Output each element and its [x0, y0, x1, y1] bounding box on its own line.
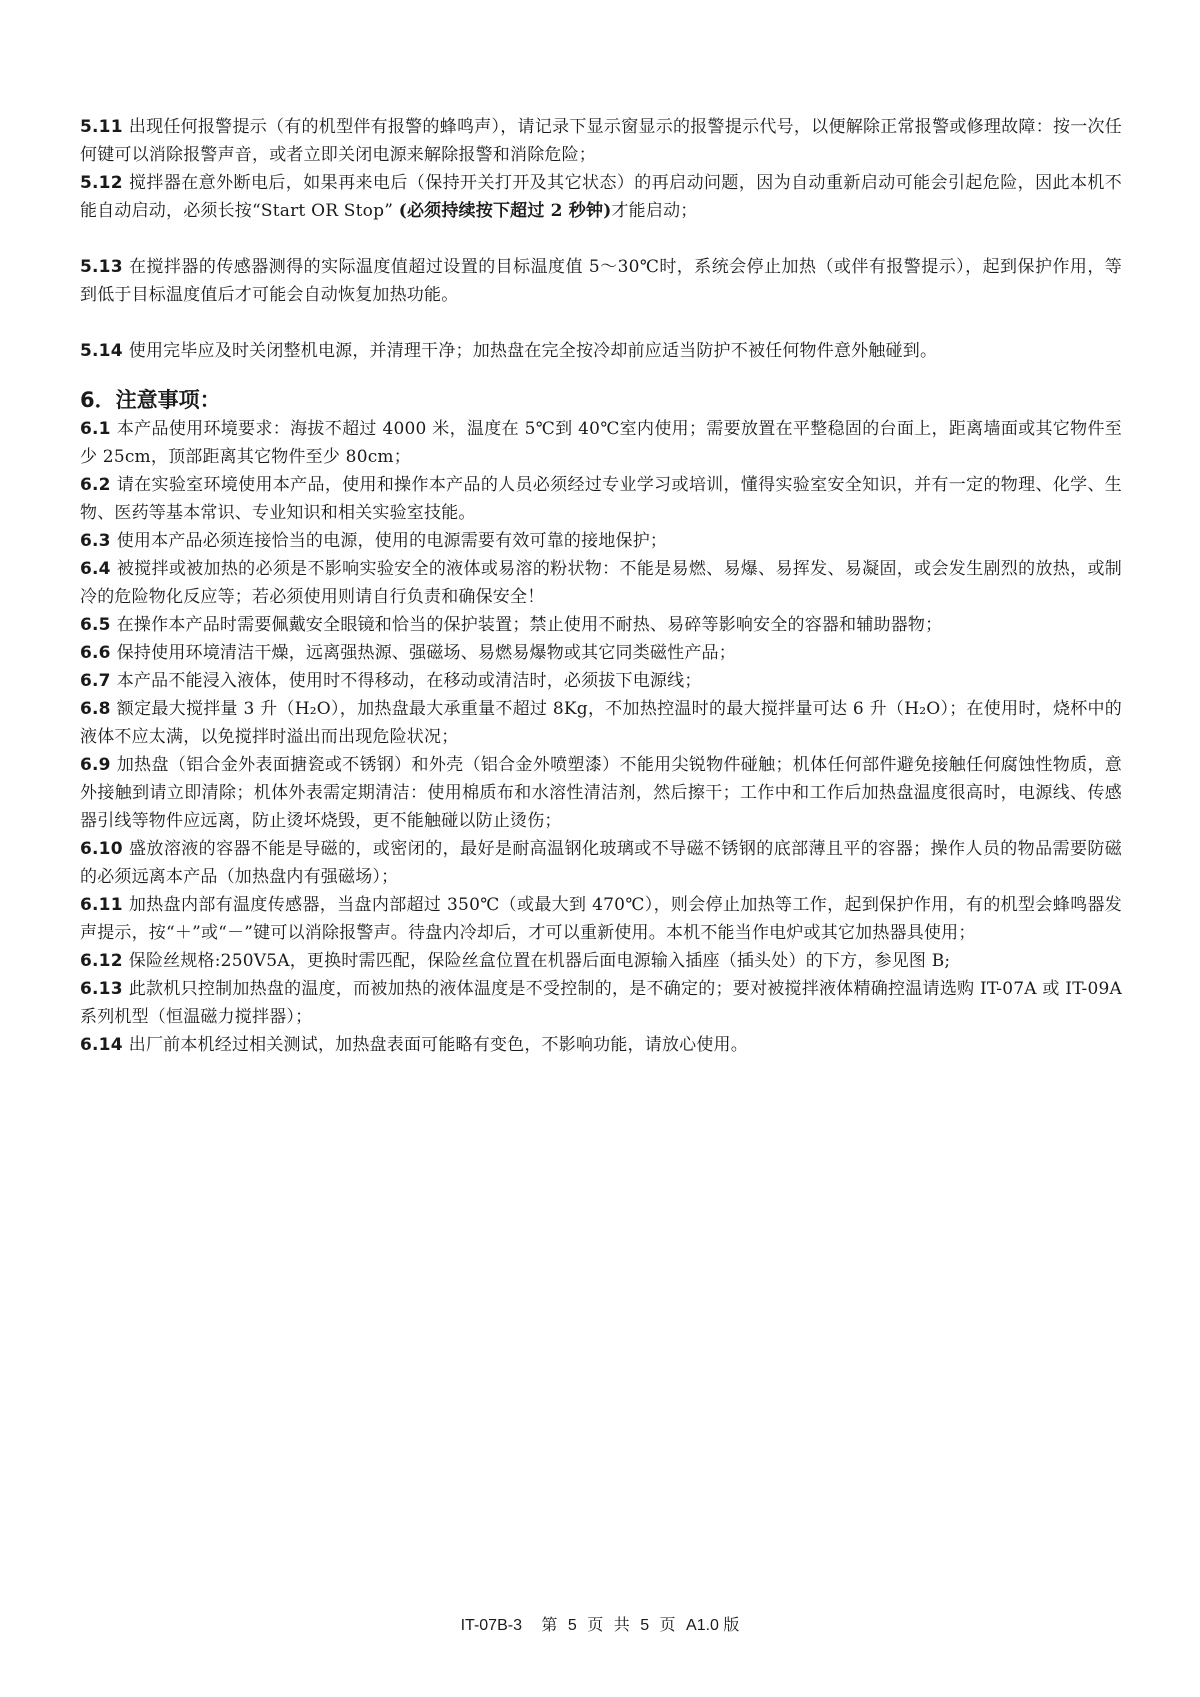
item-number: 6.14	[80, 1035, 123, 1055]
item-6-5	[80, 611, 1122, 639]
item-text: 保险丝规格:250V5A，更换时需匹配，保险丝盒位置在机器后面电源输入插座（插头处）的下方，参见图 B;	[128, 951, 951, 971]
item-number: 5.13	[80, 257, 123, 277]
item-number: 6.1	[80, 419, 111, 439]
item-number: 6.10	[80, 839, 123, 859]
item-6-9	[80, 751, 1122, 835]
footer-total-prefix: 共	[613, 1617, 630, 1634]
item-6-10	[80, 835, 1122, 891]
page-footer	[0, 1612, 1200, 1635]
item-6-3	[80, 527, 1122, 555]
spacer	[80, 309, 1122, 337]
item-6-4	[80, 555, 1122, 611]
item-5-14	[80, 337, 1122, 365]
item-6-14	[80, 1031, 1122, 1059]
section-heading: 6．注意事项：	[80, 388, 221, 412]
item-text: 加热盘（铝合金外表面搪瓷或不锈钢）和外壳（铝合金外喷塑漆）不能用尖锐物件碰触；机体任何部件避免接触任何腐蚀性物质，意外接触到请立即清除；机体外表需定期清洁：使用棉质布和水溶性清洁剂，然后擦干；工作中和工作后加热盘温度很高时，电源线、传感器引线等物件应远离，防止烫坏烧毁，更不能触碰以防止烫伤；	[80, 755, 1122, 831]
item-text: 盛放溶液的容器不能是导磁的，或密闭的，最好是耐高温钢化玻璃或不导磁不锈钢的底部薄且平的容器；操作人员的物品需要防磁的必须远离本产品（加热盘内有强磁场）；	[80, 839, 1122, 887]
item-text: 在操作本产品时需要佩戴安全眼镜和恰当的保护装置；禁止使用不耐热、易碎等影响安全的容器和辅助器物；	[116, 615, 943, 635]
item-text: 出现任何报警提示（有的机型伴有报警的蜂鸣声），请记录下显示窗显示的报警提示代号，以便解除正常报警或修理故障：按一次任何键可以消除报警声音，或者立即关闭电源来解除报警和消除危险；	[80, 117, 1122, 165]
item-number: 6.12	[80, 951, 123, 971]
item-number: 6.7	[80, 671, 111, 691]
item-text: 出厂前本机经过相关测试，加热盘表面可能略有变色，不影响功能，请放心使用。	[128, 1035, 748, 1055]
item-6-7	[80, 667, 1122, 695]
footer-total-word: 页	[659, 1617, 676, 1634]
item-text: 搅拌器在意外断电后，如果再来电后（保持开关打开及其它状态）的再启动问题，因为自动重新启动可能会引起危险，因此本机不能自动启动，必须长按“Start OR Stop”	[80, 173, 1122, 221]
item-6-2	[80, 471, 1122, 527]
item-text: 此款机只控制加热盘的温度，而被加热的液体温度是不受控制的，是不确定的；要对被搅拌液体精确控温请选购 IT-07A 或 IT-09A 系列机型（恒温磁力搅拌器）；	[80, 979, 1122, 1027]
item-number: 6.5	[80, 615, 111, 635]
spacer	[80, 365, 1122, 385]
item-number: 6.11	[80, 895, 123, 915]
item-text: 本产品不能浸入液体，使用时不得移动，在移动或清洁时，必须拔下电源线；	[116, 671, 702, 691]
item-text: 使用本产品必须连接恰当的电源，使用的电源需要有效可靠的接地保护；	[116, 531, 668, 551]
document-page	[80, 113, 1122, 1059]
footer-version: A1.0 版	[686, 1617, 740, 1634]
item-text: 保持使用环境清洁干燥，远离强热源、强磁场、易燃易爆物或其它同类磁性产品；	[116, 643, 736, 663]
footer-page-number: 5	[567, 1617, 577, 1634]
item-number: 6.13	[80, 979, 123, 999]
item-number: 6.2	[80, 475, 111, 495]
item-text: 加热盘内部有温度传感器，当盘内部超过 350℃（或最大到 470℃），则会停止加热等工作，起到保护作用，有的机型会蜂鸣器发声提示，按“＋”或“－”键可以消除报警声。待盘内冷却后，才可以重新使用。本机不能当作电炉或其它加热器具使用；	[80, 895, 1122, 943]
item-6-8	[80, 695, 1122, 751]
footer-page-prefix: 第	[541, 1617, 558, 1634]
item-6-11	[80, 891, 1122, 947]
item-number: 6.4	[80, 559, 111, 579]
item-number: 5.14	[80, 341, 123, 361]
footer-total-number: 5	[640, 1617, 650, 1634]
item-number: 6.6	[80, 643, 111, 663]
item-text: 本产品使用环境要求：海拔不超过 4000 米，温度在 5℃到 40℃室内使用；需要放置在平整稳固的台面上，距离墙面或其它物件至少 25cm，顶部距离其它物件至少 80cm；	[80, 419, 1122, 467]
footer-page-word: 页	[587, 1617, 604, 1634]
item-6-12	[80, 947, 1122, 975]
item-6-1	[80, 415, 1122, 471]
item-6-6	[80, 639, 1122, 667]
item-text-bold: (必须持续按下超过 2 秒钟)	[398, 201, 612, 221]
item-5-11	[80, 113, 1122, 169]
item-number: 6.3	[80, 531, 111, 551]
item-number: 6.9	[80, 755, 111, 775]
item-text: 额定最大搅拌量 3 升（H₂O），加热盘最大承重量不超过 8Kg，不加热控温时的最大搅拌量可达 6 升（H₂O）；在使用时，烧杯中的液体不应太满，以免搅拌时溢出而出现危险状况；	[80, 699, 1122, 747]
item-5-13	[80, 253, 1122, 309]
item-text: 在搅拌器的传感器测得的实际温度值超过设置的目标温度值 5～30℃时，系统会停止加热（或伴有报警提示），起到保护作用，等到低于目标温度值后才可能会自动恢复加热功能。	[80, 257, 1122, 305]
item-6-13	[80, 975, 1122, 1031]
item-number: 5.11	[80, 117, 123, 137]
item-text: 请在实验室环境使用本产品，使用和操作本产品的人员必须经过专业学习或培训，懂得实验室安全知识，并有一定的物理、化学、生物、医药等基本常识、专业知识和相关实验室技能。	[80, 475, 1122, 523]
item-5-12	[80, 169, 1122, 225]
spacer	[80, 225, 1122, 253]
item-text: 使用完毕应及时关闭整机电源，并清理干净；加热盘在完全按冷却前应适当防护不被任何物件意外触碰到。	[128, 341, 938, 361]
item-number: 6.8	[80, 699, 111, 719]
item-text: 被搅拌或被加热的必须是不影响实验安全的液体或易溶的粉状物：不能是易燃、易爆、易挥发、易凝固，或会发生剧烈的放热，或制冷的危险物化反应等；若必须使用则请自行负责和确保安全！	[80, 559, 1122, 607]
item-text: 才能启动；	[611, 201, 698, 221]
item-number: 5.12	[80, 173, 123, 193]
footer-model: IT-07B-3	[460, 1617, 522, 1634]
